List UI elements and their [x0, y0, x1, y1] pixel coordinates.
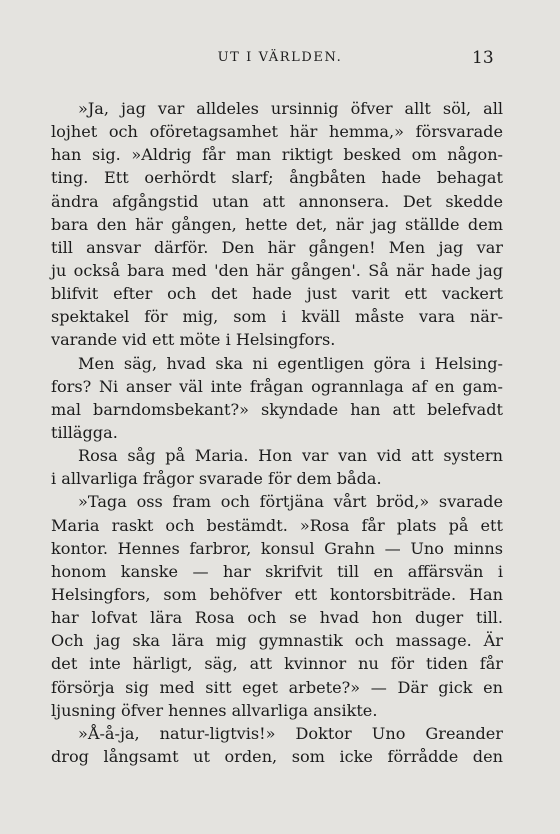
text-line: blifvit efter och det hade just varit ett vackert	[51, 284, 503, 304]
text-line: kontor. Hennes farbror, konsul Grahn — Uno minns	[51, 538, 503, 558]
text-line: drog långsamt ut orden, som icke förrådde den	[51, 746, 503, 766]
text-line: han sig. »Aldrig får man riktigt besked om någon-	[51, 145, 503, 165]
text-line: ändra afgångstid utan att annonsera. Det skedde	[51, 191, 503, 211]
text-line: tillägga.	[51, 422, 118, 442]
text-line: honom kanske — har skrifvit till en affärsvän i	[51, 561, 503, 581]
text-line: lojhet och oföretagsamhet här hemma,» försvarade	[51, 122, 503, 142]
text-line: bara den här gången, hette det, när jag ställde dem	[51, 214, 503, 234]
text-line: i allvarliga frågor svarade för dem båda.	[51, 469, 382, 489]
running-title: UT I VÄRLDEN.	[217, 50, 343, 65]
text-line: ting. Ett oerhördt slarf; ångbåten hade behagat	[51, 168, 503, 188]
body-text	[51, 97, 503, 768]
text-line: »Å-å-ja, natur-ligtvis!» Doktor Uno Greander	[78, 723, 503, 743]
text-line: Rosa såg på Maria. Hon var van vid att systern	[78, 446, 503, 466]
text-line: »Ja, jag var alldeles ursinnig öfver allt söl, all	[78, 99, 503, 118]
text-line: varande vid ett möte i Helsingfors.	[51, 330, 336, 350]
text-line: försörja sig med sitt eget arbete?» — Där gick en	[51, 677, 503, 697]
text-line: har lofvat lära Rosa och se hvad hon duger till.	[51, 608, 503, 628]
text-line: »Taga oss fram och förtjäna vårt bröd,» svarade	[78, 492, 503, 512]
text-line: Och jag ska lära mig gymnastik och massage. Är	[51, 631, 503, 651]
text-line: Maria raskt och bestämdt. »Rosa får plats på ett	[51, 515, 503, 535]
text-line: Men säg, hvad ska ni egentligen göra i Helsing-	[78, 353, 503, 373]
text-line: ju också bara med 'den här gången'. Så när hade jag	[51, 260, 503, 280]
text-line: till ansvar därför. Den här gången! Men jag var	[51, 237, 503, 257]
text-line: ljusning öfver hennes allvarliga ansikte.	[51, 700, 378, 720]
text-line: mal barndomsbekant?» skyndade han att belefvadt	[51, 399, 503, 419]
text-line: spektakel för mig, som i kväll måste vara när-	[51, 307, 503, 327]
text-line: Helsingfors, som behöfver ett kontorsbiträde. Han	[51, 584, 503, 604]
text-line: fors? Ni anser väl inte frågan ogrannlaga af en gam-	[51, 376, 503, 396]
page-number: 13	[472, 48, 494, 68]
text-line: det inte härligt, säg, att kvinnor nu för tiden får	[51, 654, 503, 674]
